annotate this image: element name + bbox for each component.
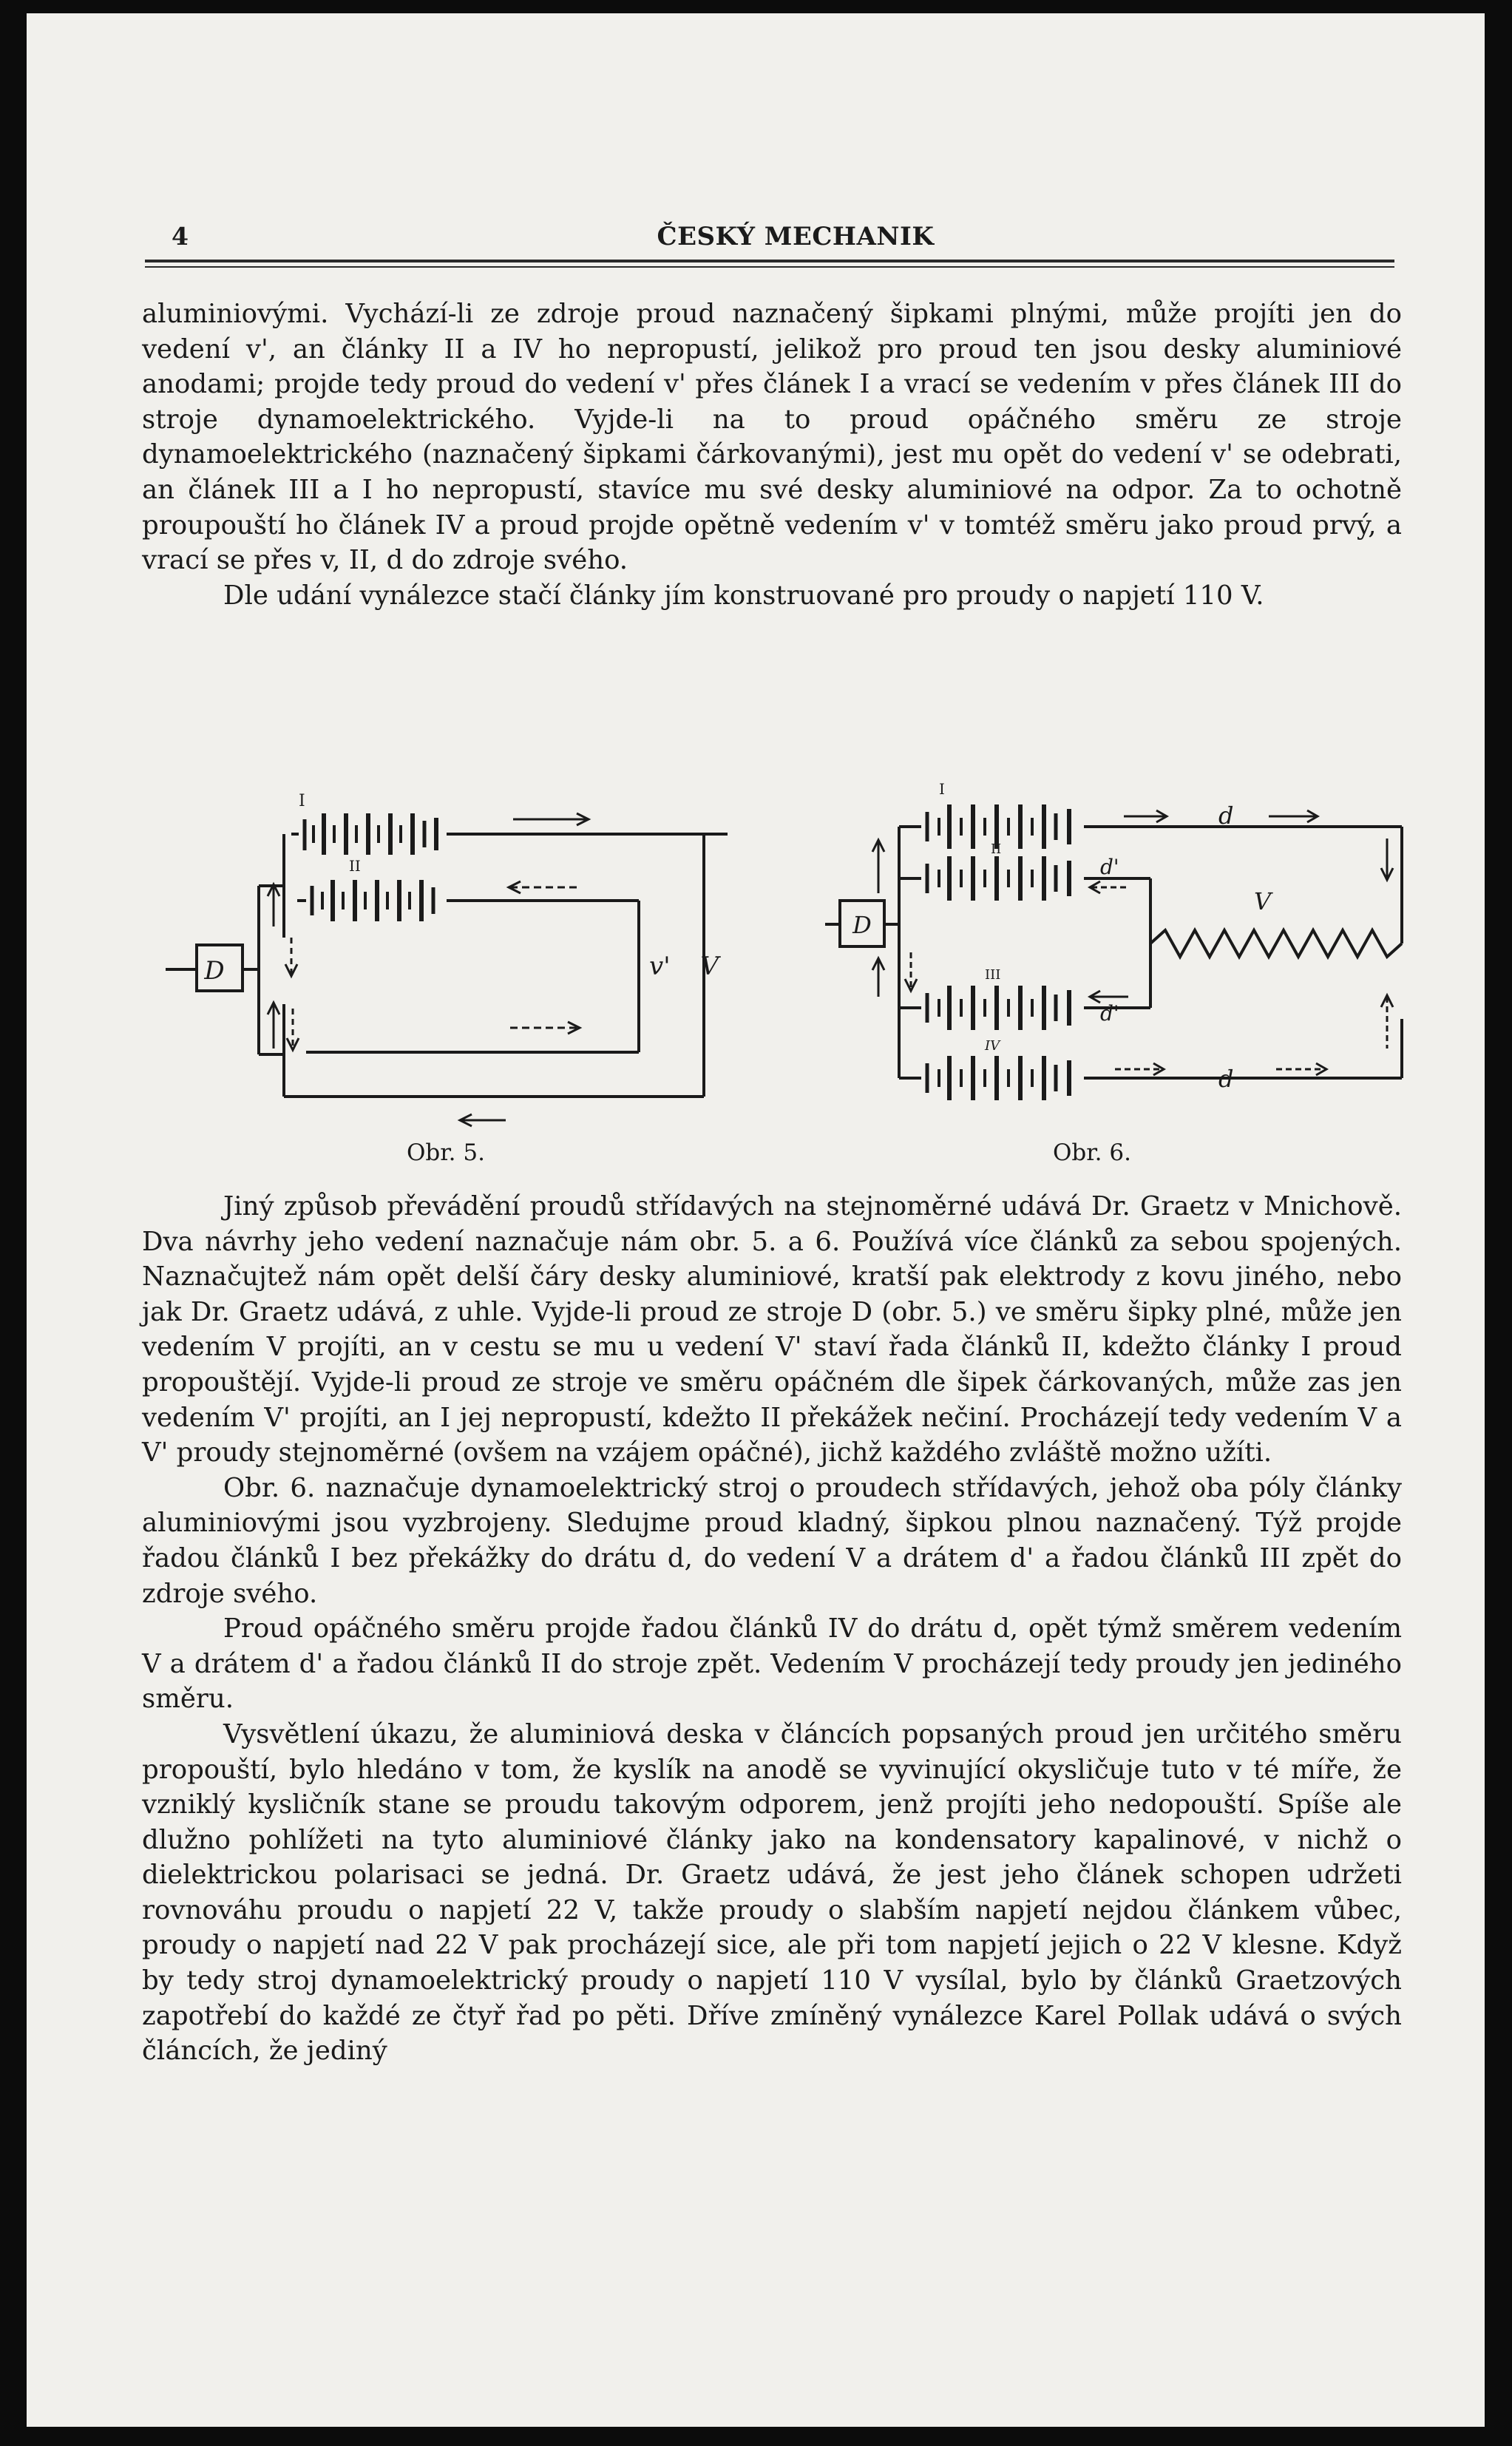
figure-5-circuit-diagram	[166, 760, 728, 1174]
paragraph: Proud opáčného směru projde řadou článků IV do drátu d, opět týmž směrem vedením V a drátem d' a řadou článků II do stroje zpět. Vedením V procházejí tedy proudy jen jediného směru.	[142, 1613, 1402, 1715]
fig6-label-v: V	[1254, 887, 1272, 915]
fig6-label-d-prime-1: d'	[1100, 855, 1119, 879]
body-text-bottom	[142, 1189, 1402, 2069]
fig5-label-source: D	[204, 956, 225, 986]
figure-5-svg	[166, 760, 728, 1174]
paragraph: Obr. 6. naznačuje dynamoelektrický stroj o proudech střídavých, jehož oba póly články aluminiovými jsou vyzbrojeny. Sledujme proud kladný, šipkou plnou naznačený. Týž projde řadou článků I bez překážky do drátu d, do vedení V a drátem d' a řadou článků III zpět do zdroje svého.	[142, 1472, 1402, 1609]
page-number: 4	[172, 222, 189, 251]
fig5-label-v: V	[700, 952, 719, 981]
paragraph: Dle udání vynálezce stačí články jím konstruované pro proudy o napjetí 110 V.	[223, 580, 1264, 611]
fig6-label-cell-3: III	[985, 967, 1001, 983]
fig5-label-cell-1: I	[299, 792, 305, 810]
fig6-label-d-bottom: d	[1218, 1065, 1234, 1093]
fig6-label-cell-2: II	[991, 841, 1002, 857]
fig6-cell-row-2	[927, 856, 1069, 901]
fig6-label-d-prime-2: d'	[1100, 1001, 1119, 1026]
fig5-label-v-prime: v'	[649, 952, 671, 981]
paragraph: Vysvětlení úkazu, že aluminiová deska v článcích popsaných proud jen určitého směru propouští, bylo hledáno v tom, že kyslík na anodě se vyvinující okysličuje tuto v té míře, že vzniklý kysličník stane se proudu takovým odporem, jenž projíti jeho nedopouští. Spíše ale dlužno pohlížeti na tyto aluminiové články jako na kondensatory kapalinové, v nichž o dielektrickou polarisaci se jedná. Dr. Graetz udává, že jest jeho článek schopen udržeti rovnováhu proudu o napjetí 22 V, takže proudy o slabším napjetí nejdou článkem vůbec, proudy o napjetí nad 22 V pak procházejí sice, ale při tom napjetí jejich o 22 V klesne. Když by tedy stroj dynamoelektrický proudy o napjetí 110 V vysílal, bylo by článků Graetzových zapotřebí do každé ze čtyř řad po pěti. Dříve zmíněný vynálezce Karel Pollak udává o svých článcích, že jediný	[142, 1718, 1402, 2067]
fig6-cell-row-4	[927, 1056, 1069, 1100]
fig6-label-d-top: d	[1218, 802, 1234, 830]
fig6-cell-row-3	[927, 986, 1069, 1030]
fig6-label-cell-1: I	[939, 780, 945, 798]
body-text-top	[142, 297, 1402, 613]
figure-6-svg	[796, 753, 1417, 1167]
fig6-label-source: D	[852, 911, 872, 939]
paragraph: aluminiovými. Vychází-li ze zdroje proud naznačený šipkami plnými, může projíti jen do vedení v', an články II a IV ho nepropustí, jelikož pro proud ten jsou desky aluminiové anodami; projde tedy proud do vedení v' přes článek I a vrací se vedením v přes článek III do stroje dynamoelektrického. Vyjde-li na to proud opáčného směru ze stroje dynamoelektrického (naznačený šipkami čárkovanými), jest mu opět do vedení v' se odebrati, an článek III a I ho nepropustí, stavíce mu své desky aluminiové na odpor. Za to ochotně proupouští ho článek IV a proud projde opětně vedením v' v tomtéž směru jako proud prvý, a vrací se přes v, II, d do zdroje svého.	[142, 299, 1402, 576]
figure-5-caption: Obr. 5.	[407, 1139, 485, 1166]
fig5-label-cell-2: II	[349, 857, 361, 875]
figure-6-circuit-diagram	[796, 753, 1417, 1167]
header-rule-thin	[145, 266, 1394, 268]
fig6-label-cell-4: IV	[985, 1038, 1000, 1054]
figure-6-caption: Obr. 6.	[1053, 1139, 1131, 1166]
header-rule-thick	[145, 260, 1394, 262]
paragraph: Jiný způsob převádění proudů střídavých na stejnoměrné udává Dr. Graetz v Mnichově. Dva návrhy jeho vedení naznačuje nám obr. 5. a 6. Používá více článků za sebou spojených. Naznačujtež nám opět delší čáry desky aluminiové, kratší pak elektrody z kovu jiného, nebo jak Dr. Graetz udává, z uhle. Vyjde-li proud ze stroje D (obr. 5.) ve směru šipky plné, může jen vedením V projíti, an v cestu se mu u vedení V' staví řada článků II, kdežto články I proud propouštějí. Vyjde-li proud ze stroje ve směru opáčném dle šipek čárkovaných, může zas jen vedením V' projíti, an I jej nepropustí, kdežto II překážek nečiní. Procházejí tedy vedením V a V' proudy stejnoměrné (ovšem na vzájem opáčné), jichž každého zvláště možno užíti.	[142, 1191, 1402, 1468]
running-title: ČESKÝ MECHANIK	[657, 222, 935, 251]
scanned-page	[27, 13, 1485, 2427]
